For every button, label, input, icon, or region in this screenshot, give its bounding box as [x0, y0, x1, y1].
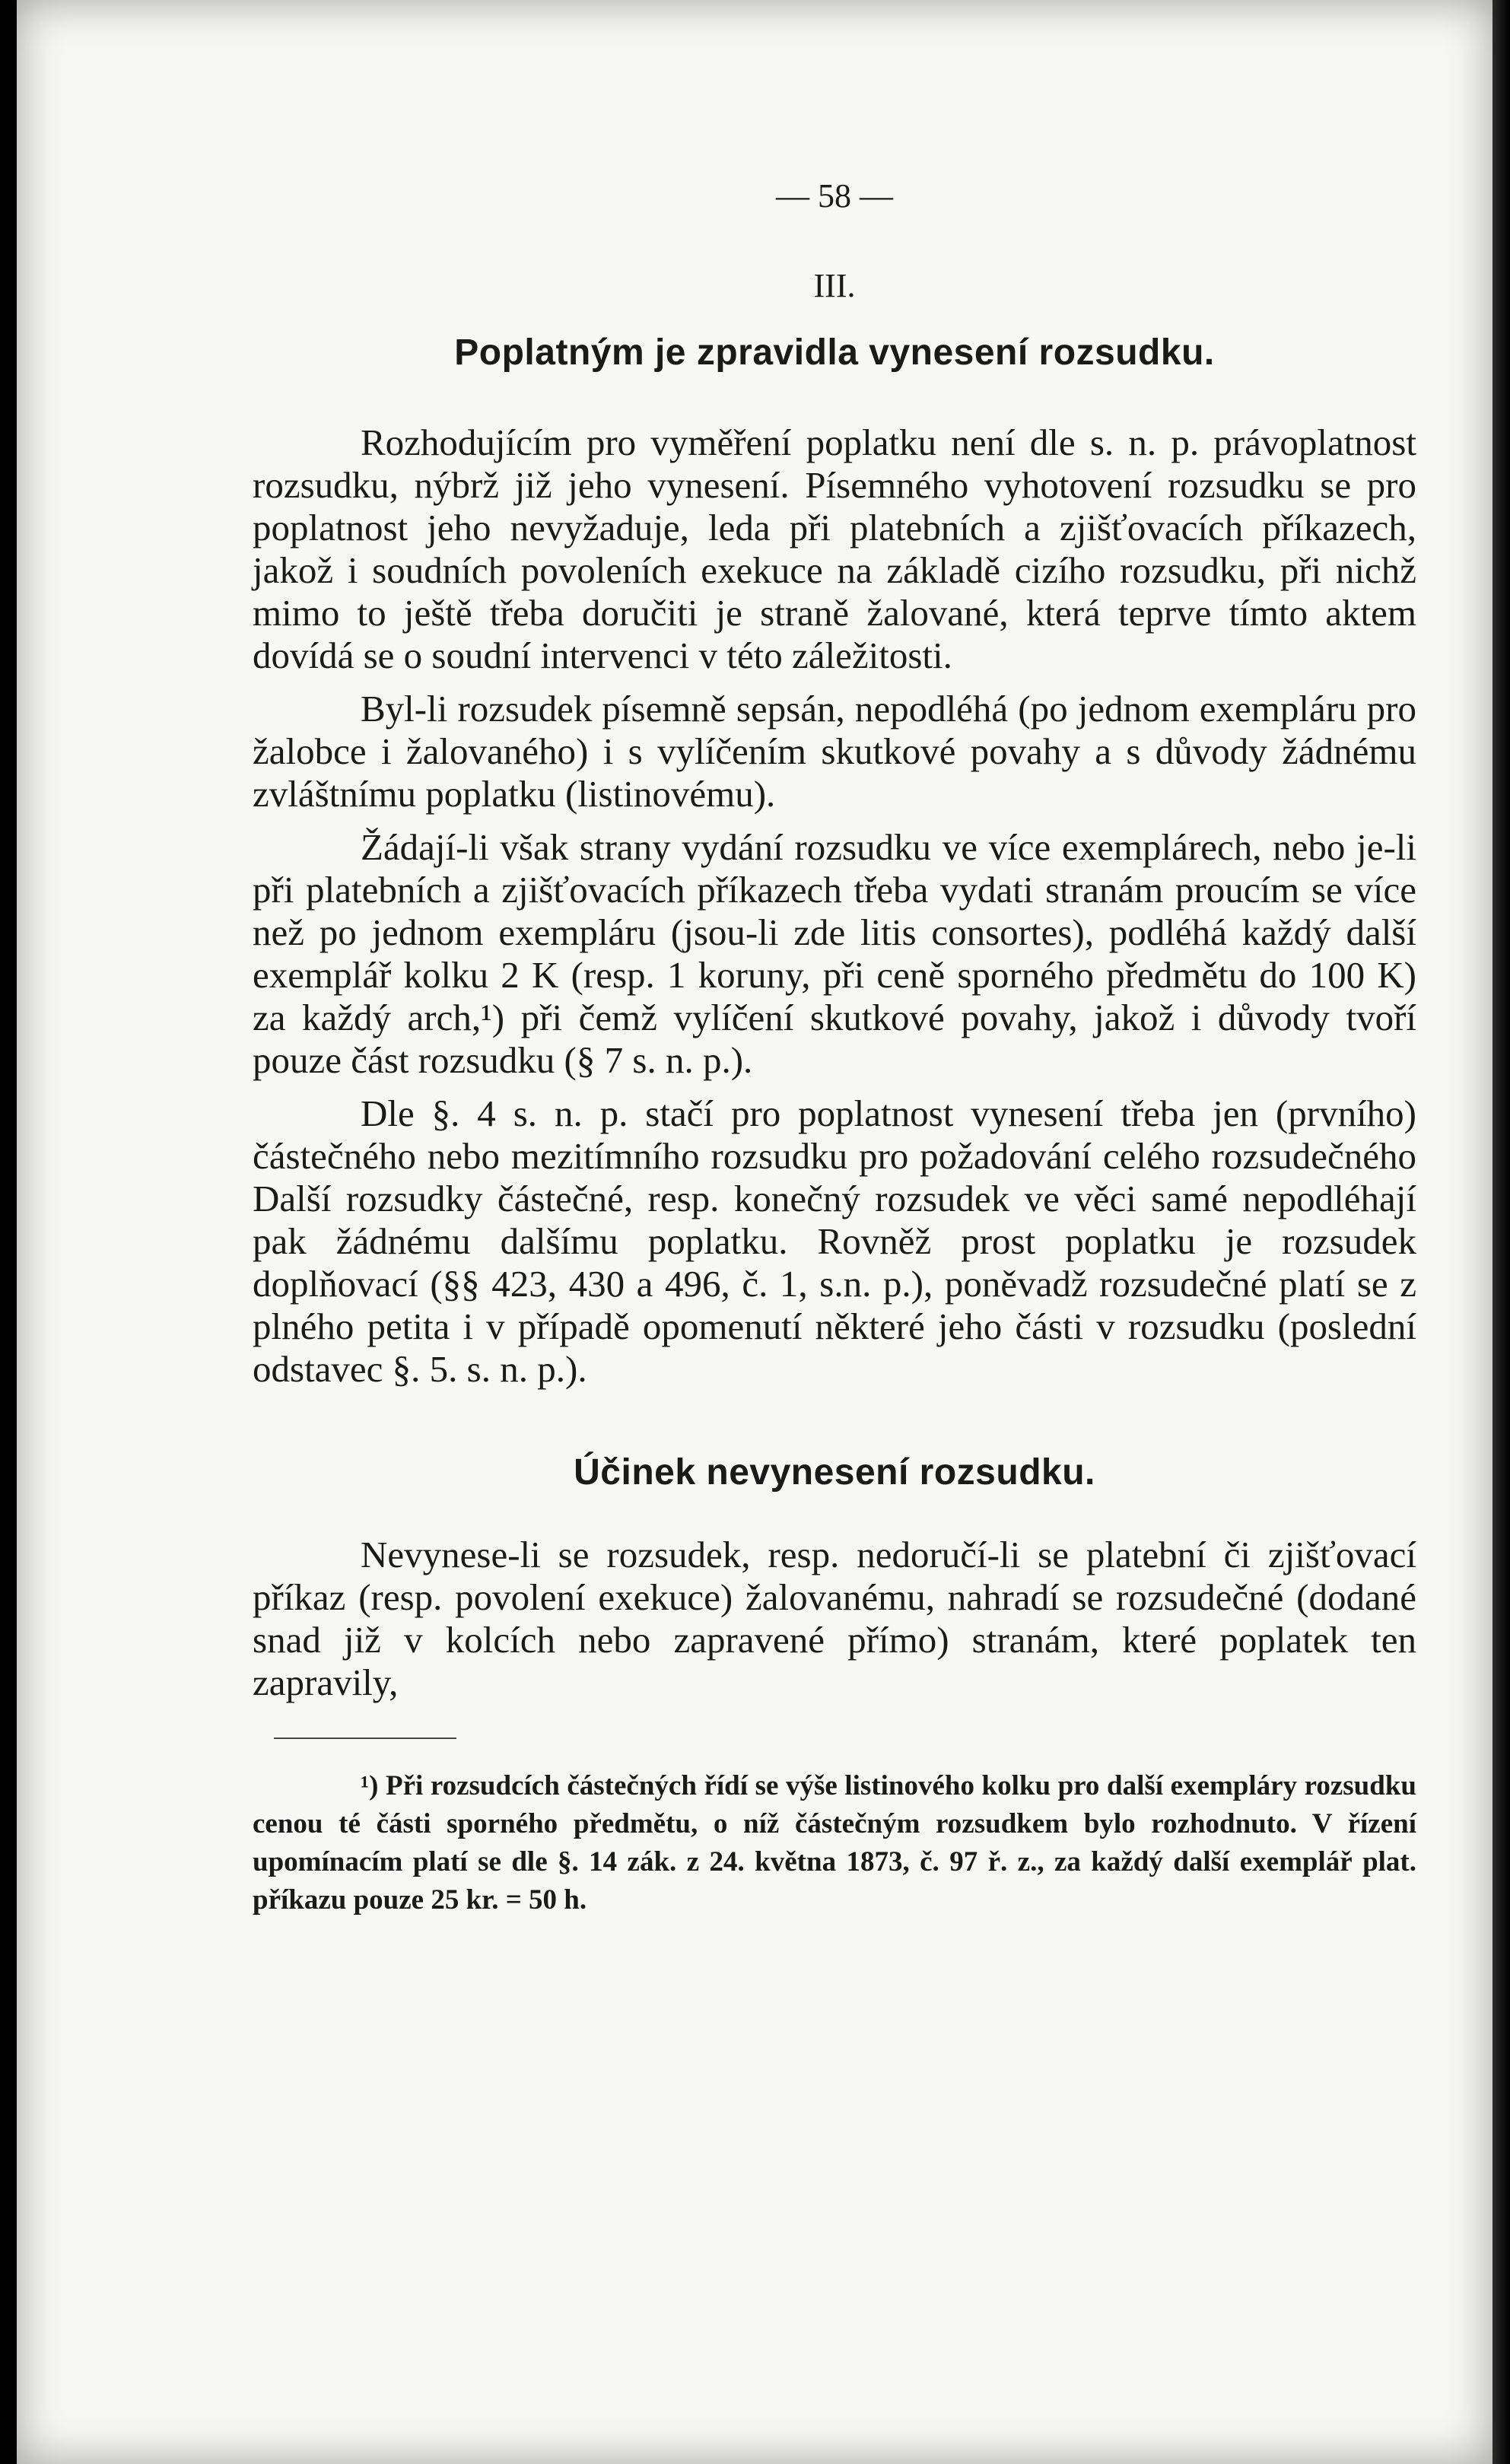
section-heading-2: Účinek nevynesení rozsudku. — [574, 1452, 1095, 1493]
section-heading-1: Poplatným je zpravidla vynesení rozsudku. — [454, 332, 1215, 373]
paragraph-3: Žádají-li však strany vydání rozsudku ve více exemplárech, nebo je-li při platebních a zjišťovacích příkazech třeba vydati stranám proucím se více než po jednom exempláru (jsou-li zde litis consortes), podléhá každý další exemplář kolku 2 K (resp. 1 koruny, při ceně sporného předmětu do 100 K) za každý arch,¹) při čemž vylíčení skutkové povahy, jakož i důvody tvoří pouze část rozsudku (§ 7 s. n. p.). — [253, 826, 1416, 1081]
paragraph-1: Rozhodujícím pro vyměření poplatku není dle s. n. p. právoplatnost rozsudku, nýbrž již jeho vynesení. Písemného vyhotovení rozsudku se pro poplatnost jeho nevyžaduje, leda při platebních a zjišťovacích příkazech, jakož i soudních povoleních exekuce na základě cizího rozsudku, při nichž mimo to ještě třeba doručiti je straně žalované, která teprve tímto aktem dovídá se o soudní intervenci v této záležitosti. — [253, 421, 1416, 676]
footnote-divider — [274, 1738, 456, 1739]
footnote: ¹) Při rozsudcích částečných řídí se výše listinového kolku pro další exempláry rozsudku cenou té části sporného předmětu, o níž částečným rozsudkem bylo rozhodnuto. V řízení upomínacím platí se dle §. 14 zák. z 24. května 1873, č. 97 ř. z., za každý další exemplář plat. příkazu pouze 25 kr. = 50 h. — [253, 1770, 1416, 1916]
page-edge-shadow — [1493, 0, 1510, 2464]
page-content — [253, 175, 1416, 1947]
scanned-page — [17, 0, 1493, 2464]
paragraph-5: Nevynese-li se rozsudek, resp. nedoručí-li se platební či zjišťovací příkaz (resp. povolení exekuce) žalovanému, nahradí se rozsudečné (dodané snad již v kolcích nebo zapravené přímo) stranám, které poplatek ten zapravily, — [253, 1534, 1416, 1703]
chapter-number: III. — [813, 267, 856, 304]
paragraph-4: Dle §. 4 s. n. p. stačí pro poplatnost vynesení třeba jen (prvního) částečného nebo mezitímního rozsudku pro požadování celého rozsudečného Další rozsudky částečné, resp. konečný rozsudek ve věci samé nepodléhají pak žádnému dalšímu poplatku. Rovněž prost poplatku je rozsudek doplňovací (§§ 423, 430 a 496, č. 1, s.n. p.), poněvadž rozsudečné platí se z plného petita i v případě opomenutí některé jeho části v rozsudku (poslední odstavec §. 5. s. n. p.). — [253, 1092, 1416, 1390]
paragraph-2: Byl-li rozsudek písemně sepsán, nepodléhá (po jednom exempláru pro žalobce i žalovaného) i s vylíčením skutkové povahy a s důvody žádnému zvláštnímu poplatku (listinovému). — [253, 688, 1416, 815]
page-number: — 58 — — [776, 177, 893, 215]
